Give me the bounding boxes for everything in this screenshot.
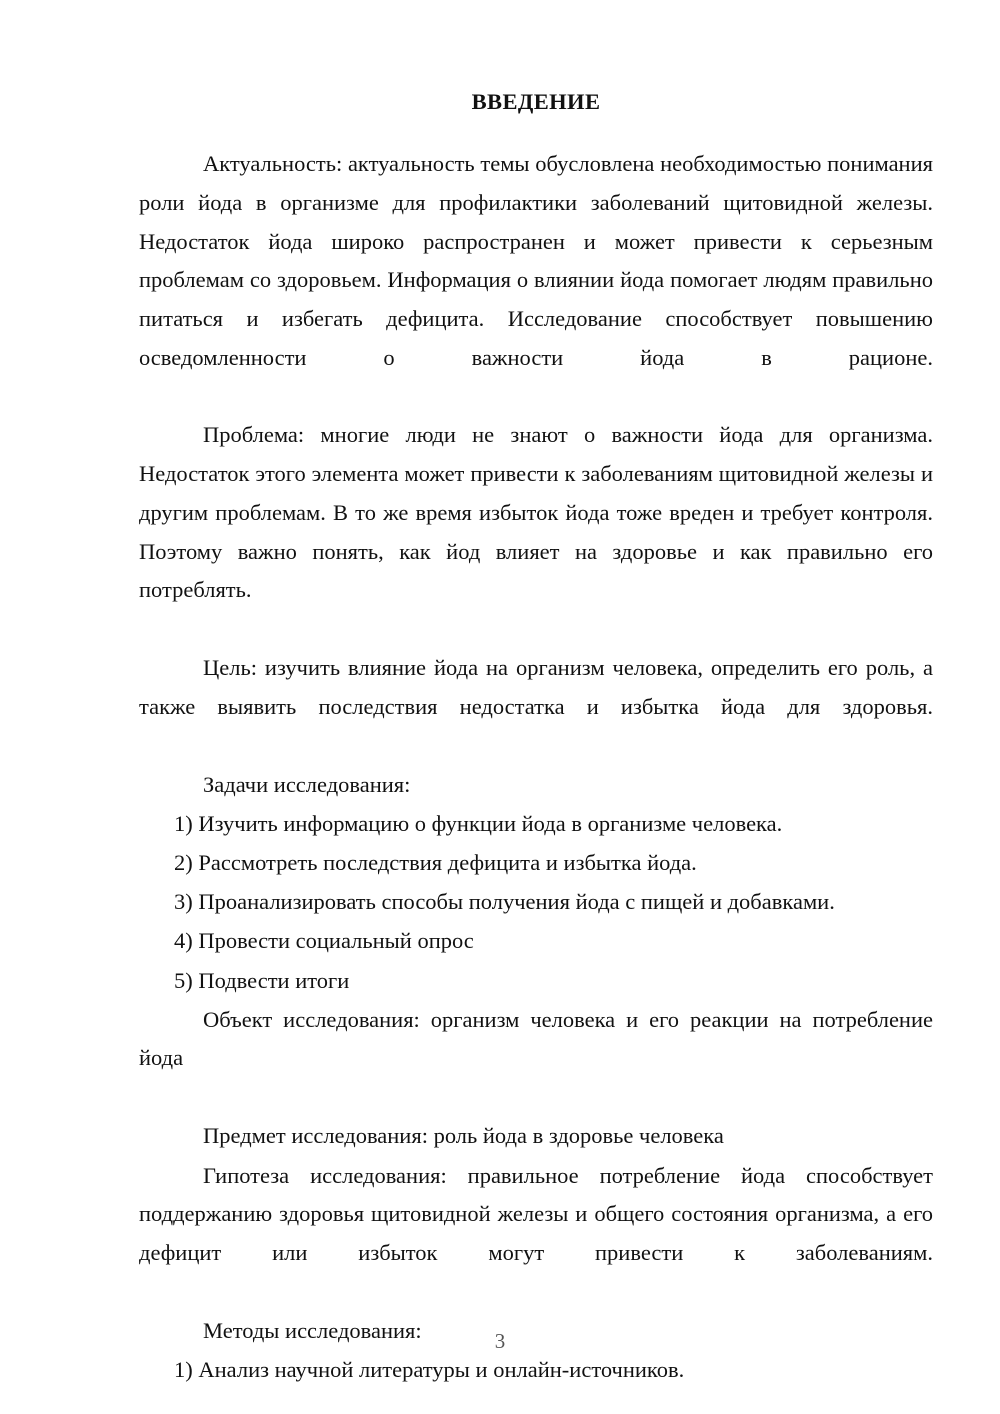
list-item: 1) Изучить информацию о функции йода в организме человека. (174, 810, 783, 836)
page-title: ВВЕДЕНИЕ (471, 89, 601, 114)
list-item: 3) Проанализировать способы получения йода с пищей и добавками. (174, 889, 835, 915)
document-body (139, 88, 933, 1390)
list-item: 1) Анализ научной литературы и онлайн-источников. (174, 1356, 685, 1382)
list-item: 5) Подвести итоги (174, 967, 350, 993)
paragraph-relevance: Актуальность: актуальность темы обусловлена необходимостью понимания роли йода в организме для профилактики заболеваний щитовидной железы. Недостаток йода широко распространен и может привести к серьезным проблемам со здоровьем. Информация о влиянии йода помогает людям правильно питаться и избегать дефицита. Исследование способствует повышению осведомленности о важности йода в рационе. (139, 151, 933, 370)
tasks-heading: Задачи исследования: (203, 771, 411, 797)
list-item: 2) Рассмотреть последствия дефицита и избытка йода. (174, 850, 697, 875)
paragraph-problem: Проблема: многие люди не знают о важности йода для организма. Недостаток этого элемента может привести к заболеваниям щитовидной железы и другим проблемам. В то же время избыток йода тоже вреден и требует контроля. Поэтому важно понять, как йод влияет на здоровье и как правильно его потреблять. (139, 422, 933, 603)
paragraph-goal: Цель: изучить влияние йода на организм человека, определить его роль, а также выявить последствия недостатка и избытка йода для здоровья. (139, 655, 933, 719)
methods-heading: Методы исследования: (203, 1317, 422, 1343)
paragraph-object-of-research: Объект исследования: организм человека и его реакции на потребление йода (139, 1006, 933, 1071)
paragraph-hypothesis: Гипотеза исследования: правильное потребление йода способствует поддержанию здоровья щитовидной железы и общего состояния организма, а его дефицит или избыток могут привести к заболеваниям. (139, 1162, 933, 1265)
paragraph-subject-of-research: Предмет исследования: роль йода в здоровье человека (203, 1123, 724, 1149)
list-item: 4) Провести социальный опрос (174, 928, 474, 954)
page-number: 3 (494, 1329, 506, 1353)
